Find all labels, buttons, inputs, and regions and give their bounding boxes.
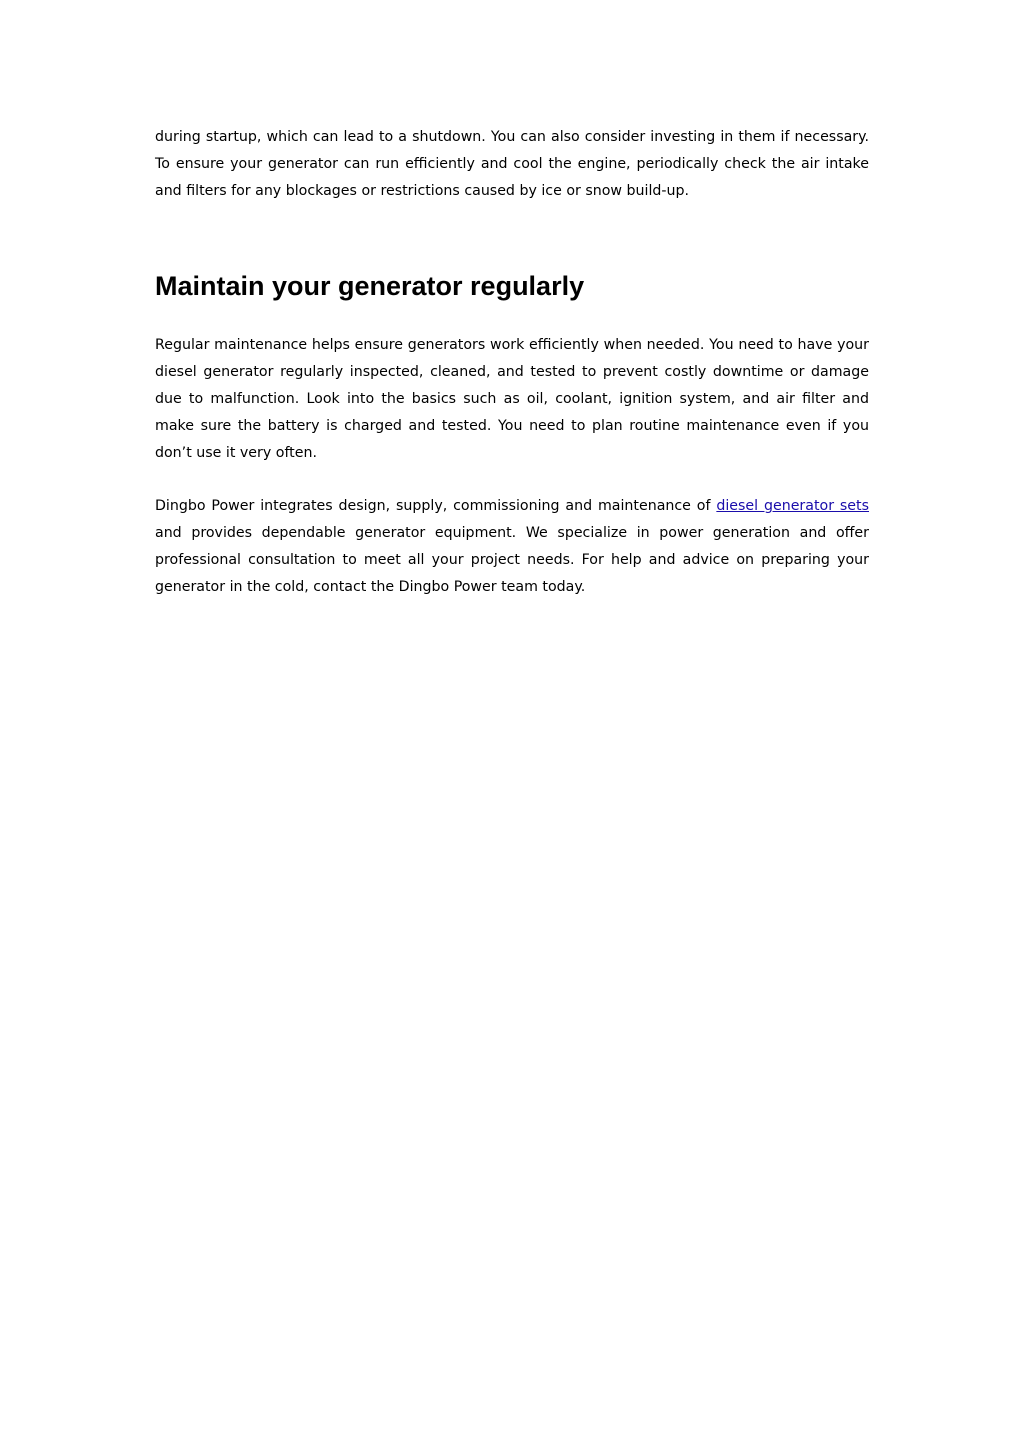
intro-paragraph: during startup, which can lead to a shutdown. You can also consider investing in them if necessary. To ensure your generator can run efficiently and cool the engine, periodically check the air intake and filters for any blockages or restrictions caused by ice or snow build-up. (155, 129, 869, 199)
closing-text-after-link: and provides dependable generator equipment. We specialize in power generation and offer professional consultation to meet all your project needs. For help and advice on preparing your generator in the cold, contact the Dingbo Power team today. (155, 525, 869, 595)
section-heading: Maintain your generator regularly (155, 271, 585, 301)
document-page (155, 124, 869, 601)
maintenance-paragraph: Regular maintenance helps ensure generators work efficiently when needed. You need to have your diesel generator regularly inspected, cleaned, and tested to prevent costly downtime or damage due to malfunction. Look into the basics such as oil, coolant, ignition system, and air filter and make sure the battery is charged and tested. You need to plan routine maintenance even if you don’t use it very often. (155, 337, 869, 461)
diesel-generator-sets-link[interactable]: diesel generator sets (716, 498, 869, 514)
closing-paragraph (155, 493, 869, 601)
closing-text-before-link: Dingbo Power integrates design, supply, commissioning and maintenance of (155, 498, 717, 514)
